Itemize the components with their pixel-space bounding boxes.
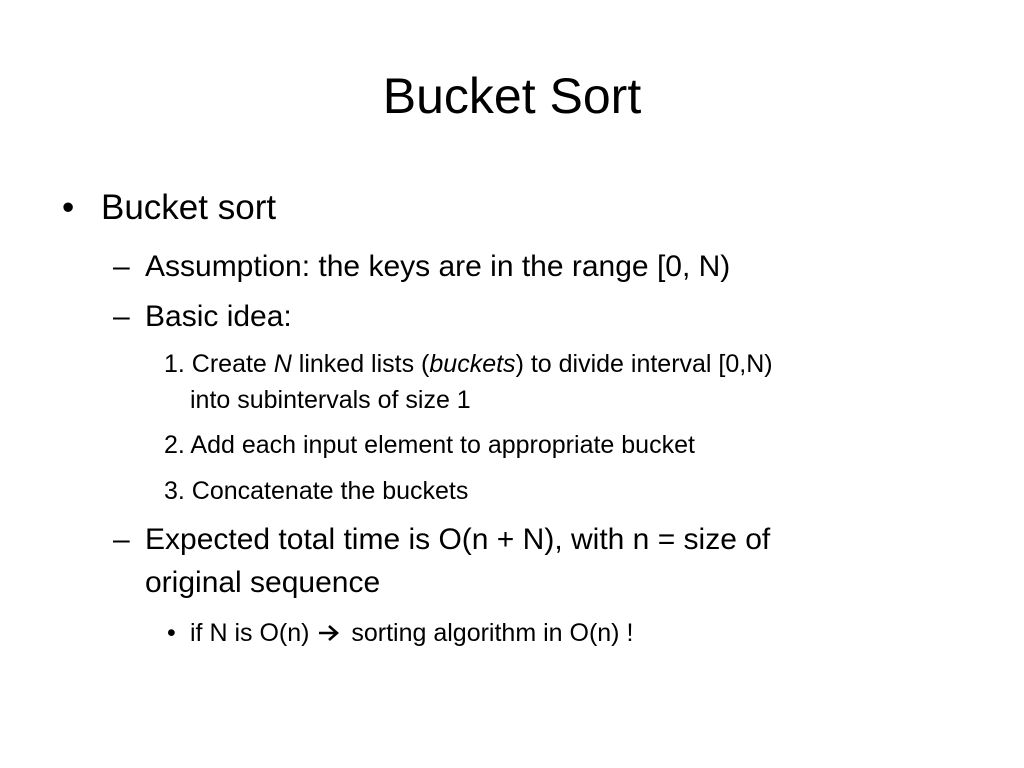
step-text-part: linked lists (	[291, 350, 430, 378]
arrow-right-icon	[318, 617, 340, 651]
dash-marker: –	[113, 300, 130, 333]
step-text: into subintervals of size 1	[190, 386, 471, 414]
bullet-marker: •	[62, 188, 75, 227]
step-emphasis: buckets	[429, 350, 516, 378]
bullet-text: Assumption: the keys are in the range [0, N)	[145, 250, 731, 283]
step-text: 3. Concatenate the buckets	[164, 477, 469, 505]
bullet-text: original sequence	[145, 566, 381, 599]
sub-bullet-text	[190, 616, 633, 651]
step-emphasis: N	[273, 350, 292, 378]
step-text: 2. Add each input element to appropriate bucket	[164, 431, 695, 459]
bullet-text: Basic idea:	[145, 300, 292, 333]
bullet-text: Bucket sort	[101, 188, 277, 227]
bullet-marker: •	[167, 619, 176, 647]
step-text-part: 1. Create	[164, 350, 274, 378]
dash-marker: –	[113, 250, 130, 283]
sub-bullet-text-part: sorting algorithm in O(n) !	[351, 619, 634, 647]
step-text	[164, 347, 773, 381]
sub-bullet-text-part: if N is O(n)	[190, 619, 310, 647]
bullet-text: Expected total time is O(n + N), with n = size of	[145, 523, 771, 556]
step-text-part: ) to divide interval [0,N)	[515, 350, 773, 378]
dash-marker: –	[113, 523, 130, 556]
slide-title: Bucket Sort	[382, 68, 642, 124]
